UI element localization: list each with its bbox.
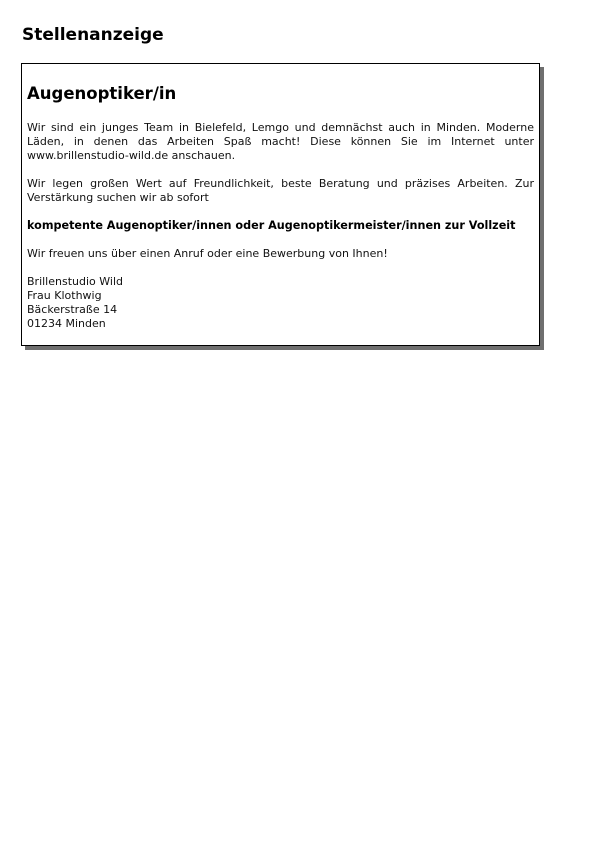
job-ad-title: Augenoptiker/in bbox=[27, 84, 177, 103]
contact-person: Frau Klothwig bbox=[27, 289, 102, 302]
job-ad-values: Wir legen großen Wert auf Freundlichkeit, beste Beratung und präzises Arbeiten. Zur Verstärkung suchen wir ab sofort bbox=[27, 177, 534, 204]
job-ad-closing: Wir freuen uns über einen Anruf oder eine Bewerbung von Ihnen! bbox=[27, 247, 388, 260]
contact-street: Bäckerstraße 14 bbox=[27, 303, 118, 316]
page-heading: Stellenanzeige bbox=[22, 25, 164, 45]
job-ad-box bbox=[21, 63, 540, 346]
contact-company: Brillenstudio Wild bbox=[27, 275, 123, 288]
contact-city: 01234 Minden bbox=[27, 317, 106, 330]
job-ad-position: kompetente Augenoptiker/innen oder Augenoptikermeister/innen zur Vollzeit bbox=[27, 219, 516, 232]
contact-block bbox=[27, 275, 534, 331]
job-ad-intro: Wir sind ein junges Team in Bielefeld, Lemgo und demnächst auch in Minden. Moderne Läden, in denen das Arbeiten Spaß macht! Diese können Sie im Internet unter www.brillenstudio-wild.de anschauen. bbox=[27, 121, 534, 162]
